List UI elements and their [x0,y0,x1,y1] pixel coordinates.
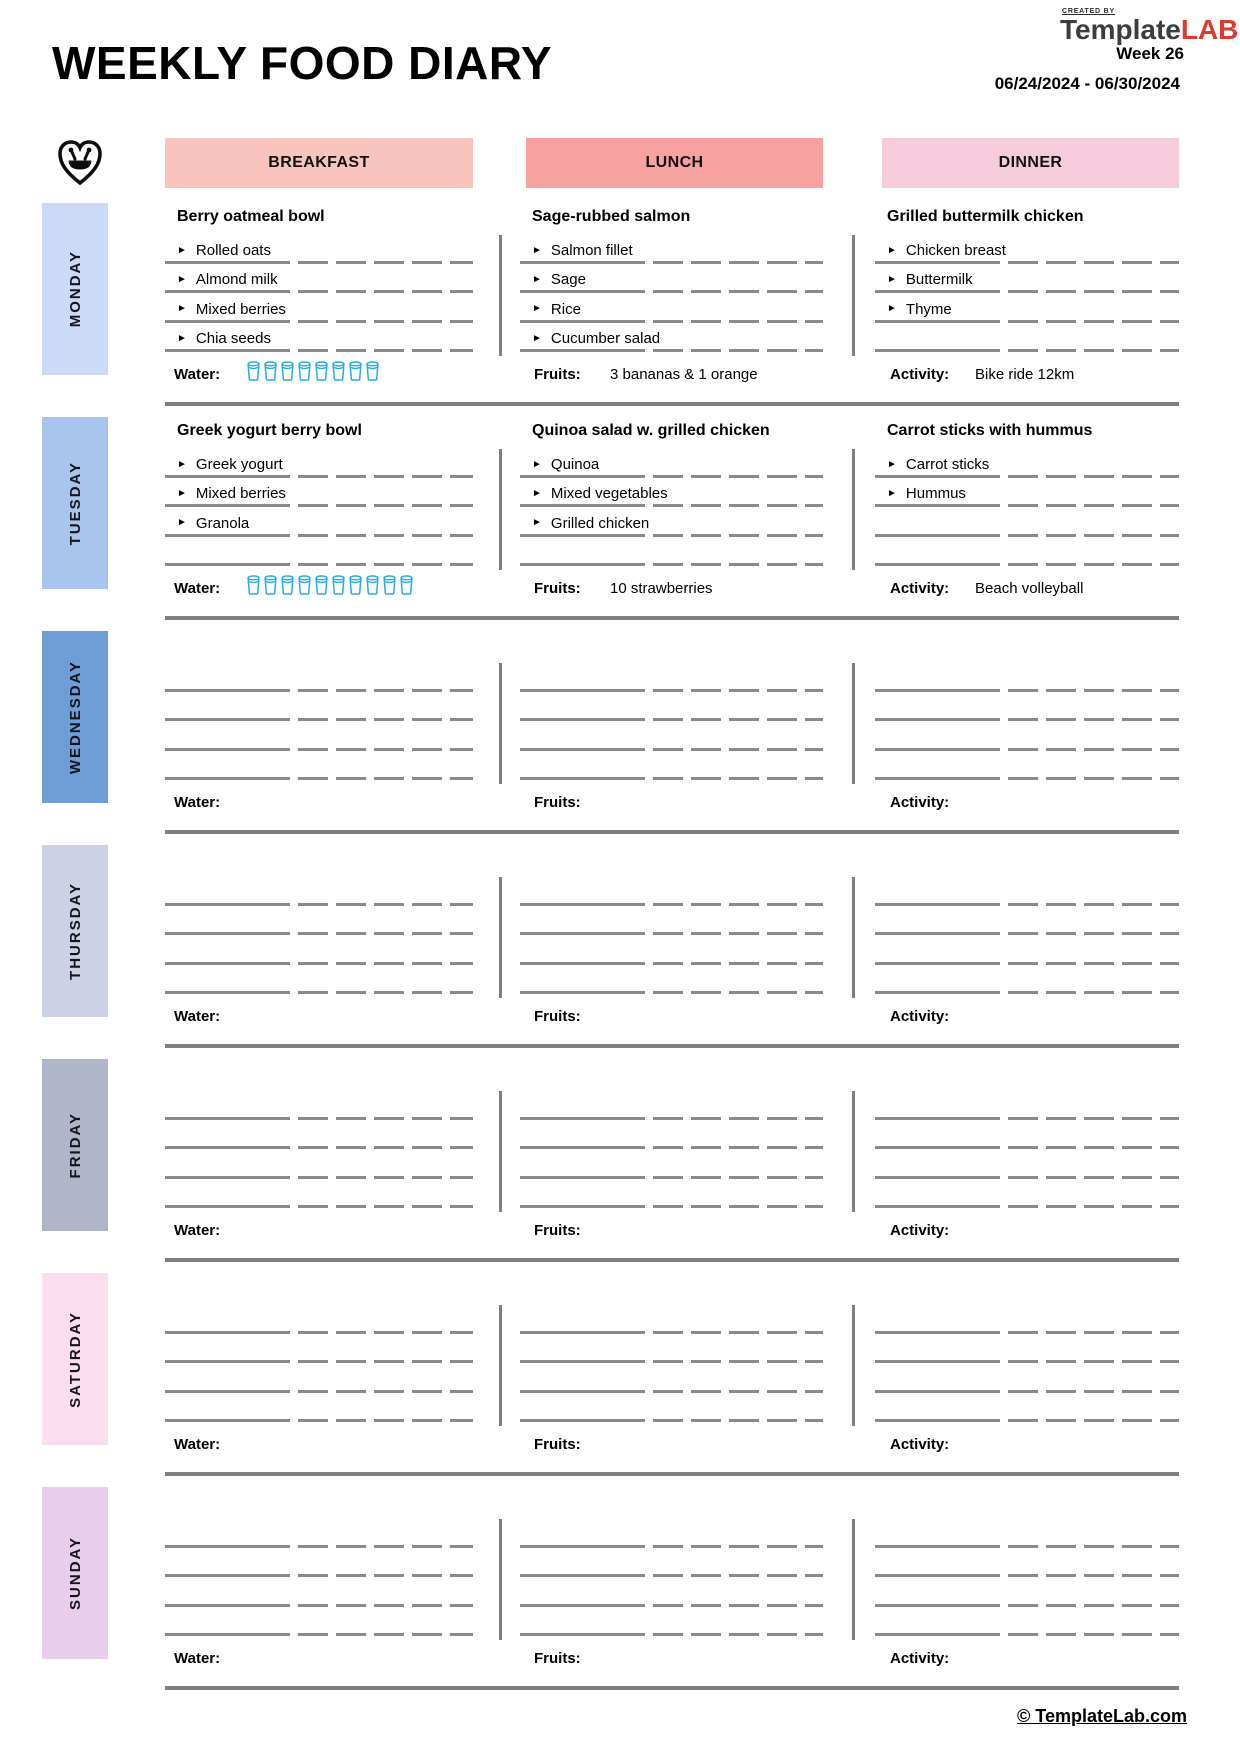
day-label: WEDNESDAY [66,659,84,775]
column-divider [852,1305,855,1426]
item-bullet-icon: ► [177,332,187,344]
meal-item-row [165,1152,473,1179]
meal-item-row [165,296,473,323]
meal-item-row [875,1122,1179,1149]
activity-value: Beach volleyball [975,580,1084,597]
meal-item-row [165,1093,473,1120]
meal-item-row [165,1366,473,1393]
meal-item-row [520,480,823,507]
meal-item: Greek yogurt [195,456,283,473]
fruits-label: Fruits: [534,1222,581,1239]
meal-item-row [165,1609,473,1636]
meal-item-row [165,1395,473,1422]
day-label: TUESDAY [66,460,84,546]
day-row [0,203,1240,417]
item-bullet-icon: ► [532,244,542,256]
meal-item-row [165,665,473,692]
logo-brand [1060,14,1238,45]
meal-item-row [520,1609,823,1636]
meal-item-row [165,237,473,264]
meal-item: Carrot sticks [905,456,990,473]
item-bullet-icon: ► [887,487,897,499]
meal-title: Grilled buttermilk chicken [887,208,1084,225]
meal-item-row [520,296,823,323]
activity-label: Activity: [890,366,950,383]
day-row [0,631,1240,845]
item-bullet-icon: ► [177,458,187,470]
meal-item: Rice [550,300,581,318]
meal-item: Chicken breast [905,242,1006,259]
fruits-label: Fruits: [534,580,581,597]
day-divider [165,1686,1179,1690]
meal-item: Rolled oats [195,242,271,259]
activity-label: Activity: [890,1008,950,1025]
item-bullet-icon: ► [177,487,187,499]
meal-item-row [165,539,473,566]
meal-item-row [520,510,823,537]
day-tab-saturday [42,1273,108,1445]
meal-item-row [520,1521,823,1548]
item-bullet-icon: ► [177,303,187,315]
meal-item-row [165,879,473,906]
meal-item: Salmon fillet [550,242,633,259]
meal-item-row [165,753,473,780]
meal-item-row [165,938,473,965]
date-range: 06/24/2024 - 06/30/2024 [994,74,1180,93]
column-header-lunch: LUNCH [526,138,823,188]
meal-item-row [165,266,473,293]
day-divider [165,830,1179,834]
meal-item-row [875,1580,1179,1607]
item-bullet-icon: ► [532,303,542,315]
meal-item: Mixed berries [195,300,286,318]
meal-item-row [875,1152,1179,1179]
meal-item-row [875,237,1179,264]
activity-label: Activity: [890,1222,950,1239]
meal-title: Quinoa salad w. grilled chicken [532,422,770,439]
water-label: Water: [174,580,221,597]
item-bullet-icon: ► [887,458,897,470]
column-divider [852,877,855,998]
meal-item-row [875,1181,1179,1208]
meal-item-row [520,694,823,721]
day-row [0,1273,1240,1487]
fruits-label: Fruits: [534,366,581,383]
water-label: Water: [174,1650,221,1667]
meal-item: Mixed vegetables [550,485,668,503]
meal-item-row [875,753,1179,780]
meal-item-row [520,753,823,780]
day-tab-friday [42,1059,108,1231]
meal-item-row [165,510,473,537]
day-divider [165,1258,1179,1262]
meal-item-row [165,694,473,721]
day-label: THURSDAY [66,882,84,980]
day-label: SATURDAY [66,1310,84,1408]
templatelab-footer-link[interactable]: © TemplateLab.com [1017,1706,1187,1726]
item-bullet-icon: ► [177,517,187,529]
activity-label: Activity: [890,1650,950,1667]
day-divider [165,1044,1179,1048]
day-row [0,1487,1240,1701]
meal-item: Sage [550,271,586,289]
meal-item-row [520,539,823,566]
item-bullet-icon: ► [532,487,542,499]
activity-label: Activity: [890,580,950,597]
meal-item-row [165,1550,473,1577]
water-label: Water: [174,1436,221,1453]
meal-title: Berry oatmeal bowl [177,208,325,225]
meal-item-row [875,1550,1179,1577]
meal-item: Quinoa [550,456,600,473]
meal-title: Greek yogurt berry bowl [177,422,362,439]
meal-item-row [520,1093,823,1120]
meal-item-row [165,451,473,478]
day-row [0,845,1240,1059]
item-bullet-icon: ► [887,303,897,315]
water-cups [246,575,414,595]
column-header-breakfast: BREAKFAST [165,138,473,188]
meal-item-row [520,665,823,692]
meal-item: Almond milk [195,271,278,289]
item-bullet-icon: ► [177,273,187,285]
meal-title: Carrot sticks with hummus [887,422,1093,439]
meal-item-row [875,296,1179,323]
meal-item-row [875,1366,1179,1393]
meal-item-row [165,1580,473,1607]
logo-brand-primary: Template [1060,14,1181,45]
meal-item-row [875,694,1179,721]
meal-item-row [520,879,823,906]
meal-item-row [875,1307,1179,1334]
meal-item-row [520,1395,823,1422]
meal-item-row [875,1395,1179,1422]
meal-item-row [520,266,823,293]
meal-item-row [520,1152,823,1179]
item-bullet-icon: ► [532,273,542,285]
meal-item-row [520,1366,823,1393]
fruits-label: Fruits: [534,794,581,811]
meal-item-row [520,1336,823,1363]
day-tab-thursday [42,845,108,1017]
activity-label: Activity: [890,1436,950,1453]
meal-item-row [165,724,473,751]
meal-title: Sage-rubbed salmon [532,208,691,225]
item-bullet-icon: ► [887,273,897,285]
logo-created-by: CREATED BY [1062,8,1115,15]
meal-item: Mixed berries [195,485,286,503]
meal-item-row [520,724,823,751]
meal-item: Granola [195,514,250,532]
day-label: SUNDAY [66,1536,84,1610]
meal-item-row [165,1122,473,1149]
meal-item-row [165,480,473,507]
meal-item: Hummus [905,485,966,503]
meal-item-row [165,908,473,935]
meal-item-row [165,1307,473,1334]
logo-brand-accent: LAB [1180,14,1239,45]
day-tab-sunday [42,1487,108,1659]
meal-item-row [520,1550,823,1577]
column-divider [499,1519,502,1640]
column-divider [499,877,502,998]
day-row [0,417,1240,631]
meal-item-row [875,539,1179,566]
meal-item: Thyme [905,300,952,318]
column-divider [852,1091,855,1212]
column-divider [852,1519,855,1640]
item-bullet-icon: ► [532,332,542,344]
day-row [0,1059,1240,1273]
day-tab-wednesday [42,631,108,803]
meal-item-row [165,325,473,352]
meal-item: Cucumber salad [550,330,661,347]
day-tab-tuesday [42,417,108,589]
meal-item-row [875,325,1179,352]
meal-item-row [520,325,823,352]
meal-item-row [520,1580,823,1607]
meal-item-row [875,1521,1179,1548]
meal-item-row [520,967,823,994]
meal-item-row [520,451,823,478]
fruits-label: Fruits: [534,1008,581,1025]
meal-item-row [875,451,1179,478]
meal-item: Buttermilk [905,271,973,289]
day-label: MONDAY [66,250,84,328]
meal-item-row [165,1521,473,1548]
fruits-value: 10 strawberries [610,580,713,597]
meal-item-row [875,510,1179,537]
column-divider [499,235,502,356]
meal-item-row [875,480,1179,507]
week-label: Week 26 [1116,44,1184,63]
meal-item-row [875,665,1179,692]
meal-item-row [875,1609,1179,1636]
meal-item-row [520,1181,823,1208]
water-label: Water: [174,794,221,811]
column-divider [499,1305,502,1426]
day-tab-monday [42,203,108,375]
meal-item-row [520,1307,823,1334]
page-title: WEEKLY FOOD DIARY [52,37,553,89]
fruits-label: Fruits: [534,1436,581,1453]
activity-label: Activity: [890,794,950,811]
meal-item-row [520,237,823,264]
column-divider [499,1091,502,1212]
meal-item: Grilled chicken [550,514,650,532]
item-bullet-icon: ► [887,244,897,256]
meal-item-row [520,908,823,935]
meal-item-row [875,908,1179,935]
fruits-label: Fruits: [534,1650,581,1667]
meal-item-row [875,266,1179,293]
templatelab-logo [1060,8,1239,45]
column-header-dinner: DINNER [882,138,1179,188]
day-divider [165,402,1179,406]
meal-item-row [165,967,473,994]
activity-value: Bike ride 12km [975,366,1075,383]
heart-bowl-icon [56,137,104,194]
water-label: Water: [174,1222,221,1239]
water-label: Water: [174,1008,221,1025]
meal-item-row [875,1336,1179,1363]
water-cups [246,361,380,381]
meal-item-row [165,1336,473,1363]
meal-item-row [875,1093,1179,1120]
meal-item-row [875,967,1179,994]
column-divider [852,663,855,784]
item-bullet-icon: ► [177,244,187,256]
meal-item-row [520,1122,823,1149]
column-divider [852,235,855,356]
item-bullet-icon: ► [532,517,542,529]
column-divider [499,663,502,784]
water-label: Water: [174,366,221,383]
day-divider [165,616,1179,620]
column-divider [852,449,855,570]
item-bullet-icon: ► [532,458,542,470]
meal-item-row [875,879,1179,906]
meal-item-row [165,1181,473,1208]
column-divider [499,449,502,570]
day-divider [165,1472,1179,1476]
meal-item-row [520,938,823,965]
day-label: FRIDAY [66,1111,84,1179]
meal-item-row [875,938,1179,965]
fruits-value: 3 bananas & 1 orange [610,366,758,383]
meal-item: Chia seeds [195,330,271,347]
meal-item-row [875,724,1179,751]
